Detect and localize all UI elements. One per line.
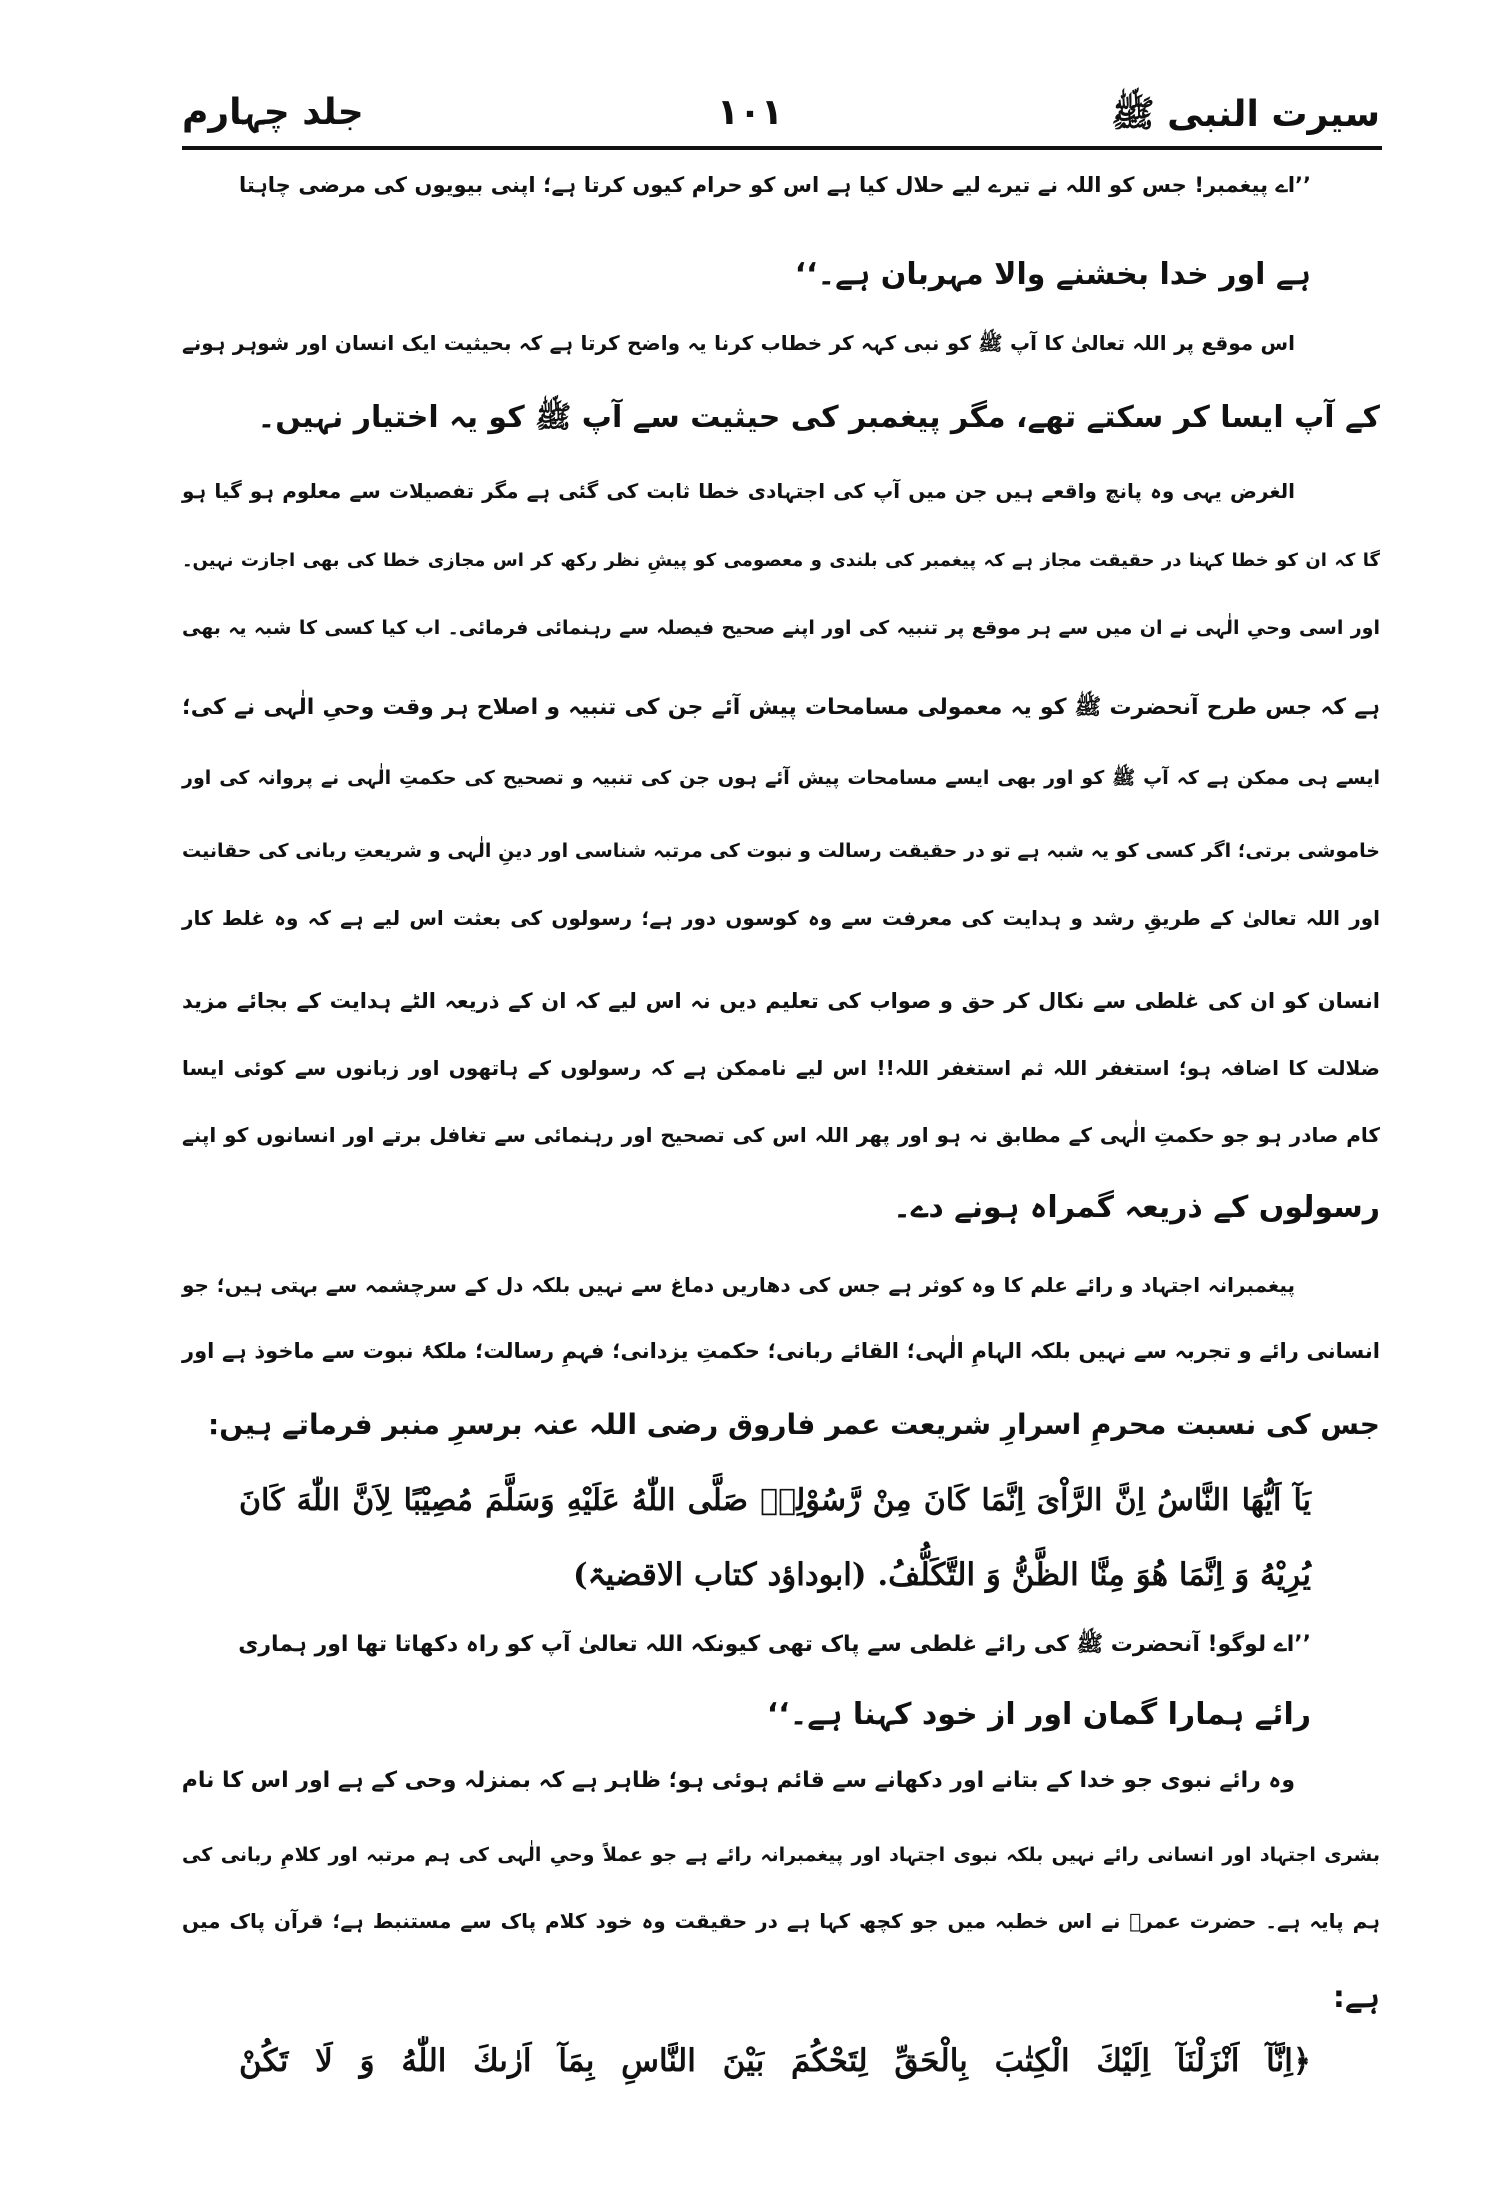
text-line: رسولوں کے ذریعہ گمراہ ہونے دے۔ — [893, 1190, 1380, 1225]
text-line: وہ رائے نبوی جو خدا کے بتانے اور دکھانے سے قائم ہوئی ہو؛ ظاہر ہے کہ بمنزلہ وحی کے ہے اور اس کا نام — [181, 1768, 1295, 1793]
text-line: اور اسی وحیِ الٰہی نے ان میں سے ہر موقع پر تنبیہ کی اور اپنے صحیح فیصلہ سے رہنمائی فرمائی۔ اب کیا کسی کا شبہ یہ بھی — [182, 617, 1380, 639]
text-line: کام صادر ہو جو حکمتِ الٰہی کے مطابق نہ ہو اور پھر اللہ اس کی تصحیح اور رہنمائی سے تغافل برتے اور انسانوں کو اپنے — [182, 1123, 1380, 1147]
page-number: ۱۰۱ — [717, 92, 783, 133]
text-line: ہم پایہ ہے۔ حضرت عمرؓ نے اس خطبہ میں جو کچھ کہا ہے در حقیقت وہ خود کلام پاک سے مستنبط ہے؛ قرآن پاک میں — [182, 1909, 1380, 1933]
text-line: انسان کو ان کی غلطی سے نکال کر حق و صواب کی تعلیم دیں نہ اس لیے کہ ان کے ذریعہ الٹے ہدایت کے بجائے مزید — [182, 989, 1380, 1013]
book-title: سیرت النبی ﷺ — [1111, 94, 1380, 135]
arabic-line: ﴿اِنَّآ اَنْزَلْنَآ اِلَيْكَ الْكِتٰبَ بِالْحَقِّ لِتَحْكُمَ بَيْنَ النَّاسِ بِمَآ اَرٰىكَ اللّٰهُ وَ لَا تَكُنْ — [239, 2043, 1311, 2079]
text-line: کے آپ ایسا کر سکتے تھے، مگر پیغمبر کی حیثیت سے آپ ﷺ کو یہ اختیار نہیں۔ — [257, 400, 1380, 435]
text-line: پیغمبرانہ اجتہاد و رائے علم کا وہ کوثر ہے جس کی دھاریں دماغ سے نہیں بلکہ دل کے سرچشمہ سے بہتی ہیں؛ جو — [182, 1273, 1295, 1297]
text-line: خاموشی برتی؛ اگر کسی کو یہ شبہ ہے تو در حقیقت رسالت و نبوت کی مرتبہ شناسی اور دینِ الٰہی و شریعتِ ربانی کی حقانیت — [182, 840, 1380, 862]
header-rule — [182, 146, 1382, 150]
text-line: رائے ہمارا گمان اور از خود کہنا ہے۔‘‘ — [766, 1697, 1311, 1732]
text-line: انسانی رائے و تجربہ سے نہیں بلکہ الہامِ الٰہی؛ القائے ربانی؛ حکمتِ یزدانی؛ فہمِ رسالت؛ ملکۂ نبوت سے ماخوذ ہے اور — [182, 1339, 1380, 1363]
text-line: اور اللہ تعالیٰ کے طریقِ رشد و ہدایت کی معرفت سے وہ کوسوں دور ہے؛ رسولوں کی بعثت اس لیے ہے کہ وہ غلط کار — [182, 906, 1380, 930]
text-line: ہے کہ جس طرح آنحضرت ﷺ کو یہ معمولی مسامحات پیش آئے جن کی تنبیہ و اصلاح ہر وقت وحیِ الٰہی نے کی؛ — [182, 695, 1380, 720]
text-line: ایسے ہی ممکن ہے کہ آپ ﷺ کو اور بھی ایسے مسامحات پیش آئے ہوں جن کی تنبیہ و تصحیح کی حکمتِ الٰہی نے پروانہ کی اور — [182, 767, 1380, 789]
arabic-line: يُرِيْهُ وَ اِنَّمَا هُوَ مِنَّا الظَّنُّ وَ التَّكَلُّفُ. (ابوداؤد کتاب الاقضیۃ) — [572, 1557, 1311, 1593]
text-line: ضلالت کا اضافہ ہو؛ استغفر اللہ ثم استغفر اللہ!! اس لیے ناممکن ہے کہ رسولوں کے ہاتھوں اور زبانوں سے کوئی ایسا — [182, 1056, 1380, 1080]
text-line: اس موقع پر اللہ تعالیٰ کا آپ ﷺ کو نبی کہہ کر خطاب کرنا یہ واضح کرتا ہے کہ بحیثیت ایک انسان اور شوہر ہونے — [182, 331, 1295, 355]
text-line: الغرض یہی وہ پانچ واقعے ہیں جن میں آپ کی اجتہادی خطا ثابت کی گئی ہے مگر تفصیلات سے معلوم ہو گیا ہو — [182, 479, 1295, 503]
text-line: ’’اے لوگو! آنحضرت ﷺ کی رائے غلطی سے پاک تھی کیونکہ اللہ تعالیٰ آپ کو راہ دکھاتا تھا اور ہماری — [238, 1632, 1311, 1657]
text-line: ’’اے پیغمبر! جس کو اللہ نے تیرے لیے حلال کیا ہے اس کو حرام کیوں کرتا ہے؛ اپنی بیویوں کی مرضی چاہتا — [239, 173, 1311, 197]
text-line: ہے اور خدا بخشنے والا مہربان ہے۔‘‘ — [794, 257, 1311, 292]
text-line: بشری اجتہاد اور انسانی رائے نہیں بلکہ نبوی اجتہاد اور پیغمبرانہ رائے ہے جو عملاً وحیِ الٰہی کی ہم مرتبہ اور کلامِ ربانی کی — [182, 1844, 1380, 1866]
text-line: گا کہ ان کو خطا کہنا در حقیقت مجاز ہے کہ پیغمبر کی بلندی و معصومی کو پیشِ نظر رکھ کر اس مجازی خطا کی بھی اجازت نہیں۔ — [182, 550, 1380, 571]
text-line: ہے: — [1332, 1980, 1380, 2015]
volume-label: جلد چہارم — [182, 92, 364, 133]
text-line: جس کی نسبت محرمِ اسرارِ شریعت عمر فاروق رضی اللہ عنہ برسرِ منبر فرماتے ہیں: — [208, 1408, 1380, 1441]
arabic-line: يَآ اَيُّهَا النَّاسُ اِنَّ الرَّاْىَ اِنَّمَا كَانَ مِنْ رَّسُوْلِهٖ صَلَّى اللّٰهُ عَلَيْهِ وَسَلَّمَ مُصِيْبًا لِاَنَّ اللّٰهَ كَانَ — [239, 1483, 1311, 1518]
